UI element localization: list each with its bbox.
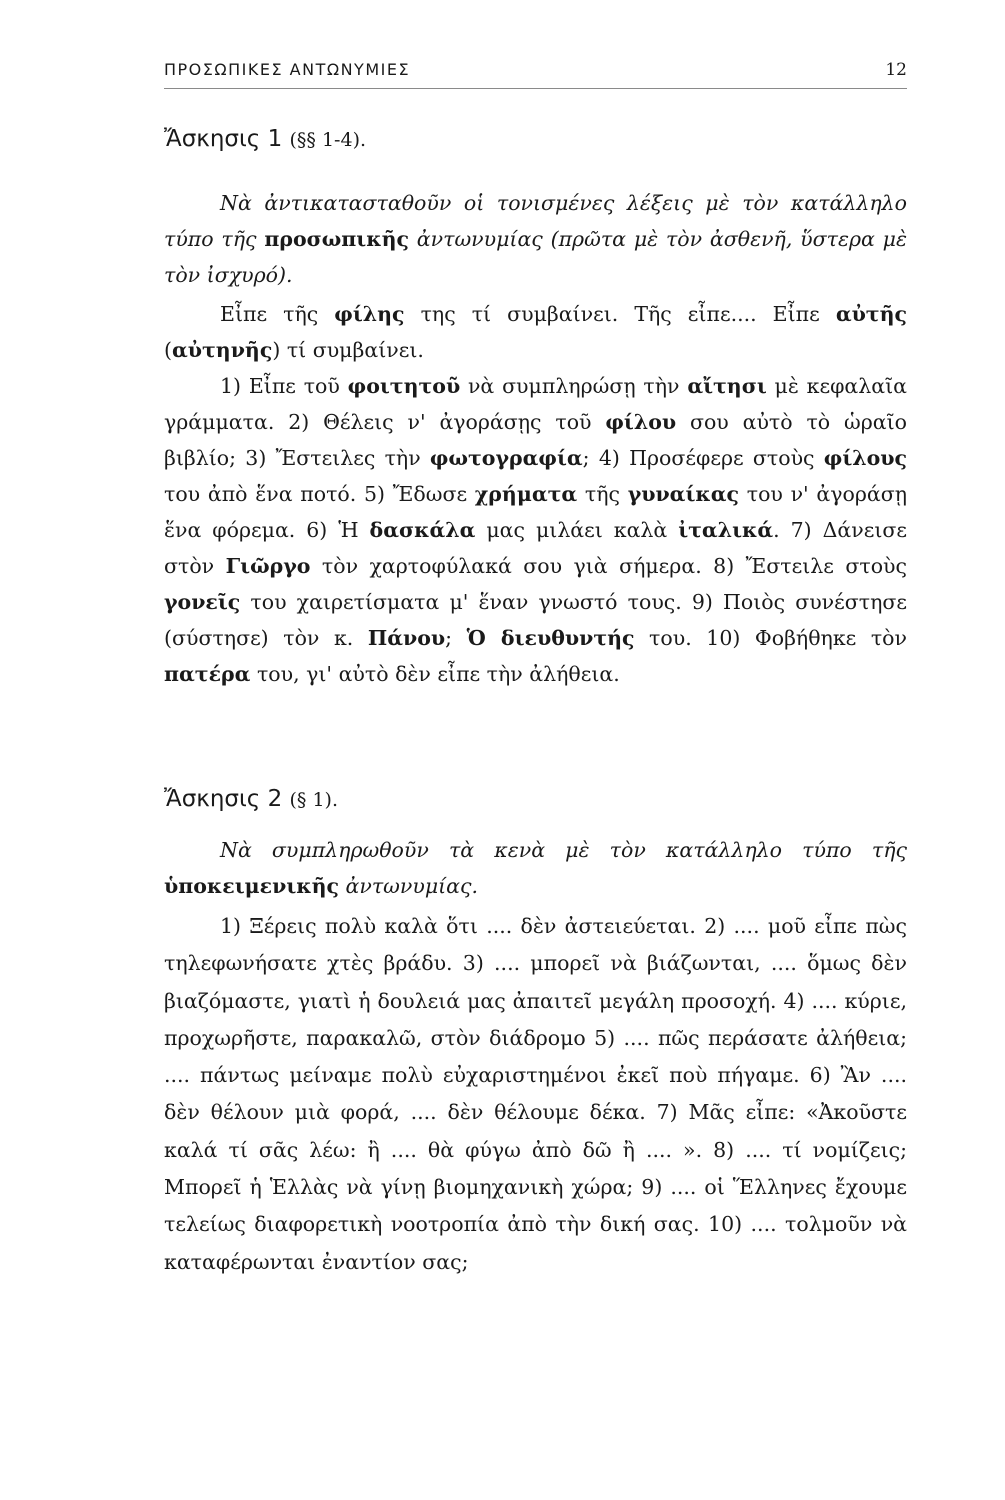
exercise-1-body <box>164 296 907 692</box>
page-number: 12 <box>885 60 907 80</box>
instruction-emphasis: προσωπικῆς <box>264 227 409 251</box>
emphasized-word: φίλους <box>823 446 908 470</box>
text: μας μιλάει καλὰ <box>475 518 679 542</box>
emphasized-word: πατέρα <box>164 662 251 686</box>
text: του χαιρετίσματα μ' ἕναν γνωστό τους. 9) Ποιὸς συνέστησε (σύστησε) τὸν κ. <box>164 590 907 650</box>
emphasized-word: χρήματα <box>474 482 578 506</box>
chapter-title: ΠΡΟΣΩΠΙΚΕΣ ΑΝΤΩΝΥΜΙΕΣ <box>164 60 411 79</box>
emphasized-word: δασκάλα <box>369 518 476 542</box>
exercise-2-body <box>164 908 907 1281</box>
text: ) τί συμβαίνει. <box>272 338 424 362</box>
emphasized-word: γυναίκας <box>627 482 740 506</box>
text: σου αὐτὸ τὸ ὡραῖο βιβλίο; 3) Ἔστειλες τὴν <box>164 410 907 470</box>
exercise-1-items <box>164 368 907 692</box>
exercise-2-instruction <box>164 832 907 904</box>
instruction-text: Νὰ ἀντικατασταθοῦν οἱ τονισμένες λέξεις μὲ τὸν κατάλληλο τύπο τῆς <box>164 191 907 251</box>
exercise-1-instruction <box>164 185 907 293</box>
text: του, γι' αὐτὸ δὲν εἶπε τὴν ἀλήθεια. <box>250 662 620 686</box>
instruction-emphasis: ὑποκειμενικῆς <box>164 874 340 898</box>
emphasized-word: φωτογραφία <box>429 446 583 470</box>
text: της τί συμβαίνει. Τῆς εἶπε.... Εἶπε <box>404 302 836 326</box>
text: τὸν χαρτοφύλακά σου γιὰ σήμερα. 8) Ἔστειλε στοὺς <box>310 554 907 578</box>
instruction-text: ἀντωνυμίας. <box>339 874 479 898</box>
text: νὰ συμπληρώσῃ τὴν <box>460 374 688 398</box>
text: τῆς <box>577 482 628 506</box>
emphasized-word: Ὁ διευθυντής <box>466 626 635 650</box>
emphasized-word: αἴτησι <box>687 374 767 398</box>
exercise-2-text: 1) Ξέρεις πολὺ καλὰ ὅτι .... δὲν ἀστειεύεται. 2) .... μοῦ εἶπε πὼς τηλεφωνήσατε χτὲς βράδυ. 3) .... μπορεῖ νὰ βιάζωνται, .... ὅμως δὲν βιαζόμαστε, γιατὶ ἡ δουλειά μας ἀπαιτεῖ μεγάλη προσοχή. 4) .... κύριε, προχωρῆστε, παρακαλῶ, στὸν διάδρομο 5) .... πῶς περάσατε ἀλήθεια; .... πάντως μείναμε πολὺ εὐχαριστημένοι ἐκεῖ ποὺ πήγαμε. 6) Ἂν .... δὲν θέλουν μιὰ φορά, .... δὲν θέλουμε δέκα. 7) Μᾶς εἶπε: «Ἀκοῦστε καλά τί σᾶς λέω: ἢ .... θὰ φύγω ἀπὸ δῶ ἢ .... ». 8) .... τί νομίζεις; Μπορεῖ ἡ Ἑλλὰς νὰ γίνῃ βιομηχανικὴ χώρα; 9) .... οἱ Ἕλληνες ἔχουμε τελείως διαφορετικὴ νοοτροπία ἀπὸ τὴν δική σας. 10) .... τολμοῦν νὰ καταφέρωνται ἐναντίον σας; <box>164 914 907 1274</box>
text: του ν' ἀγοράσῃ ἕνα φόρεμα. 6) Ἡ <box>164 482 908 542</box>
emphasized-word: αὐτηνῆς <box>172 338 273 362</box>
text: μὲ κεφαλαῖα γράμματα. 2) Θέλεις ν' ἀγοράσῃς τοῦ <box>164 374 907 434</box>
exercise-1-reference: (§§ 1-4). <box>289 129 367 151</box>
text: ; <box>445 626 467 650</box>
text: Εἶπε τῆς <box>220 302 335 326</box>
emphasized-word: αὐτῆς <box>835 302 907 326</box>
exercise-1-heading: Ἄσκησις 1 <box>164 126 283 152</box>
instruction-text: ἀντωνυμίας (πρῶτα μὲ τὸν ἀσθενῆ, ὕστερα μὲ τὸν ἰσχυρό). <box>164 227 907 287</box>
emphasized-word: φοιτητοῦ <box>347 374 461 398</box>
exercise-1-example <box>164 296 907 368</box>
emphasized-word: Γιῶργο <box>225 554 311 578</box>
exercise-2-heading: Ἄσκησις 2 <box>164 786 283 812</box>
emphasized-word: Πάνου <box>367 626 446 650</box>
exercise-1-title <box>164 126 366 152</box>
emphasized-word: ἰταλικά <box>678 518 774 542</box>
emphasized-word: γονεῖς <box>164 590 241 614</box>
running-head <box>164 60 907 89</box>
instruction-text: Νὰ συμπληρωθοῦν τὰ κενὰ μὲ τὸν κατάλληλο τύπο τῆς <box>220 838 907 862</box>
text: ( <box>164 338 172 362</box>
text: ; 4) Προσέφερε στοὺς <box>582 446 824 470</box>
text: . 7) Δάνεισε στὸν <box>164 518 907 578</box>
text: 1) Εἶπε τοῦ <box>220 374 348 398</box>
exercise-2-title <box>164 786 338 812</box>
emphasized-word: φίλου <box>605 410 677 434</box>
emphasized-word: φίλης <box>334 302 405 326</box>
text: του ἀπὸ ἕνα ποτό. 5) Ἔδωσε <box>164 482 475 506</box>
text: του. 10) Φοβήθηκε τὸν <box>634 626 907 650</box>
exercise-2-reference: (§ 1). <box>289 789 339 811</box>
